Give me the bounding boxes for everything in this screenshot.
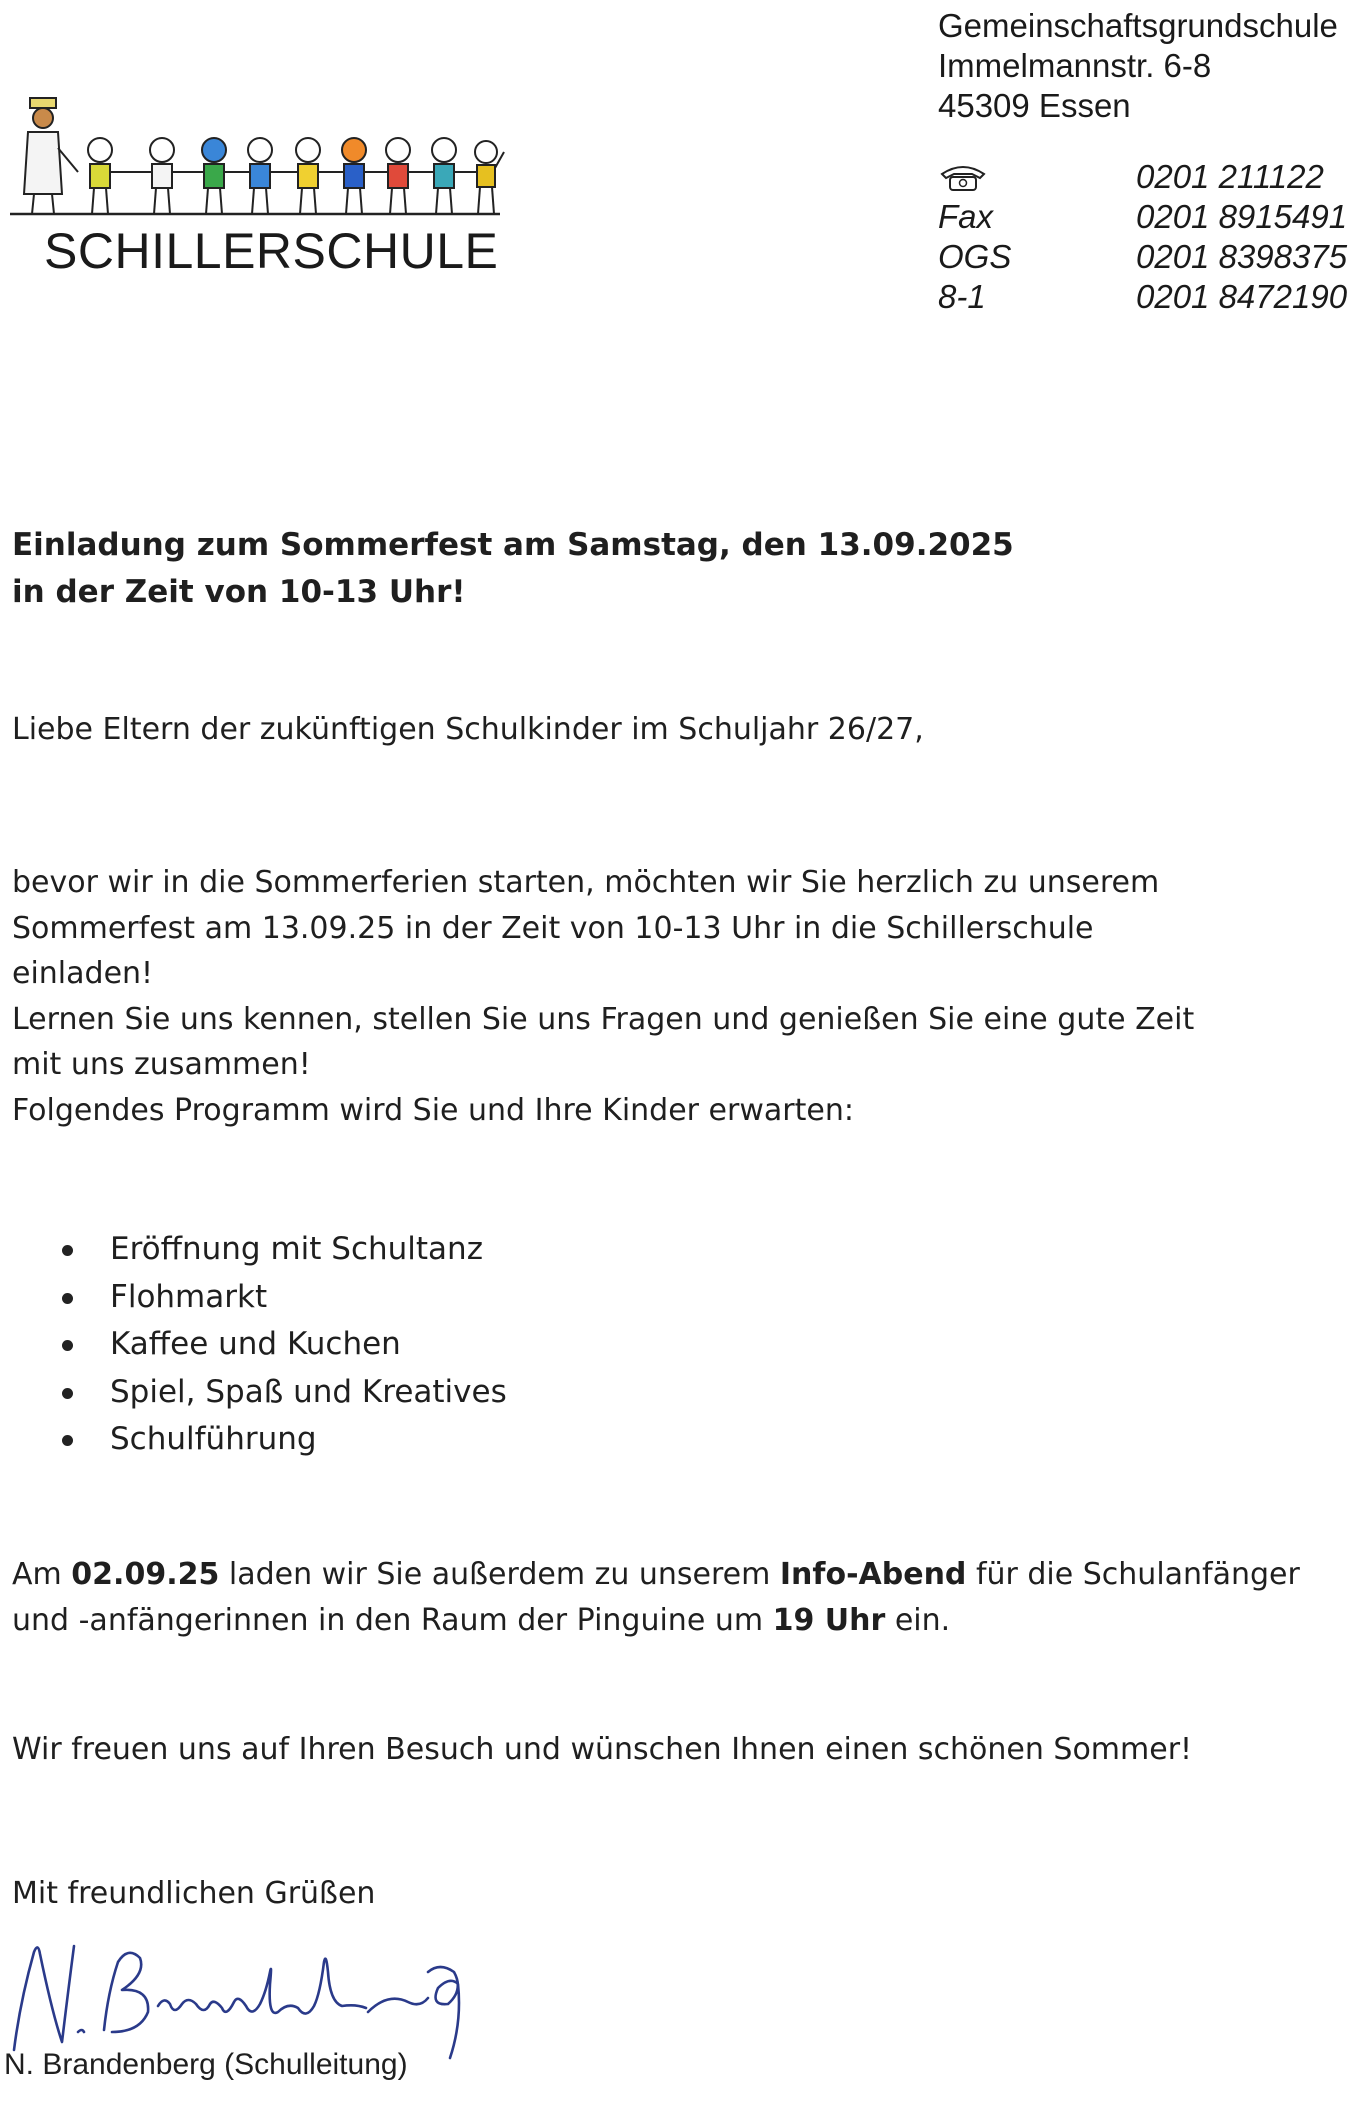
contact-label: Fax: [938, 198, 994, 235]
program-item: Schulführung: [56, 1416, 507, 1464]
contact-row-phone: [938, 158, 1358, 198]
letter-wish: Wir freuen uns auf Ihren Besuch und wünschen Ihnen einen schönen Sommer!: [12, 1732, 1193, 1767]
ogs-number: 0201 8398375: [1136, 238, 1348, 275]
heading-line: in der Zeit von 10-13 Uhr!: [12, 574, 466, 610]
contact-row-fax: [938, 198, 1358, 238]
phone-number: 0201 211122: [1136, 158, 1324, 195]
program-item: Flohmarkt: [56, 1274, 507, 1322]
contact-row-ogs: [938, 238, 1358, 278]
signer-name: N. Brandenberg (Schulleitung): [4, 2048, 408, 2081]
letter-closing: Mit freundlichen Grüßen: [12, 1876, 376, 1911]
letter-paragraph: [12, 860, 1194, 1133]
info-time: 19 Uhr: [772, 1603, 886, 1638]
school-logo: [10, 92, 510, 282]
info-text: ein.: [885, 1603, 951, 1638]
paragraph-line: bevor wir in die Sommerferien starten, möchten wir Sie herzlich zu unserem: [12, 865, 1160, 900]
school-name-logo: SCHILLERSCHULE: [44, 223, 499, 279]
address-line: 45309 Essen: [938, 87, 1131, 124]
paragraph-line: Folgendes Programm wird Sie und Ihre Kinder erwarten:: [12, 1092, 854, 1128]
program-item: Spiel, Spaß und Kreatives: [56, 1369, 507, 1417]
contact-numbers: [938, 158, 1358, 318]
info-text: Am: [12, 1557, 72, 1592]
info-text: und -anfängerinnen in den Raum der Pinguine um: [12, 1603, 773, 1638]
program-list: [56, 1226, 507, 1464]
children-chain-illustration: [10, 92, 510, 242]
address-line: Gemeinschaftsgrundschule: [938, 7, 1338, 44]
paragraph-line: einladen!: [12, 956, 154, 991]
paragraph-line: Lernen Sie uns kennen, stellen Sie uns Fragen und genießen Sie eine gute Zeit: [12, 1001, 1195, 1037]
handwritten-signature: [8, 1932, 508, 2062]
contact-label: 8-1: [938, 278, 986, 315]
info-text: laden wir Sie außerdem zu unserem: [219, 1557, 780, 1592]
paragraph-line: mit uns zusammen!: [12, 1047, 311, 1082]
letter-heading: [12, 522, 1014, 616]
info-line: [12, 1598, 1300, 1644]
program-item: Eröffnung mit Schultanz: [56, 1226, 507, 1274]
8-1-number: 0201 8472190: [1136, 278, 1348, 315]
school-address: [938, 6, 1338, 126]
contact-row-8-1: [938, 278, 1358, 318]
heading-line: Einladung zum Sommerfest am Samstag, den 13.09.2025: [12, 527, 1014, 563]
info-line: [12, 1552, 1300, 1598]
info-text: für die Schulanfänger: [966, 1557, 1300, 1592]
letter-greeting: Liebe Eltern der zukünftigen Schulkinder im Schuljahr 26/27,: [12, 712, 924, 747]
contact-label: OGS: [938, 238, 1012, 275]
info-date: 02.09.25: [71, 1557, 220, 1592]
fax-number: 0201 8915491: [1136, 198, 1348, 235]
paragraph-line: Sommerfest am 13.09.25 in der Zeit von 10-13 Uhr in die Schillerschule: [12, 910, 1094, 946]
info-event: Info-Abend: [779, 1557, 967, 1592]
info-evening-paragraph: [12, 1552, 1300, 1644]
program-item: Kaffee und Kuchen: [56, 1321, 507, 1369]
address-line: Immelmannstr. 6-8: [938, 47, 1212, 84]
